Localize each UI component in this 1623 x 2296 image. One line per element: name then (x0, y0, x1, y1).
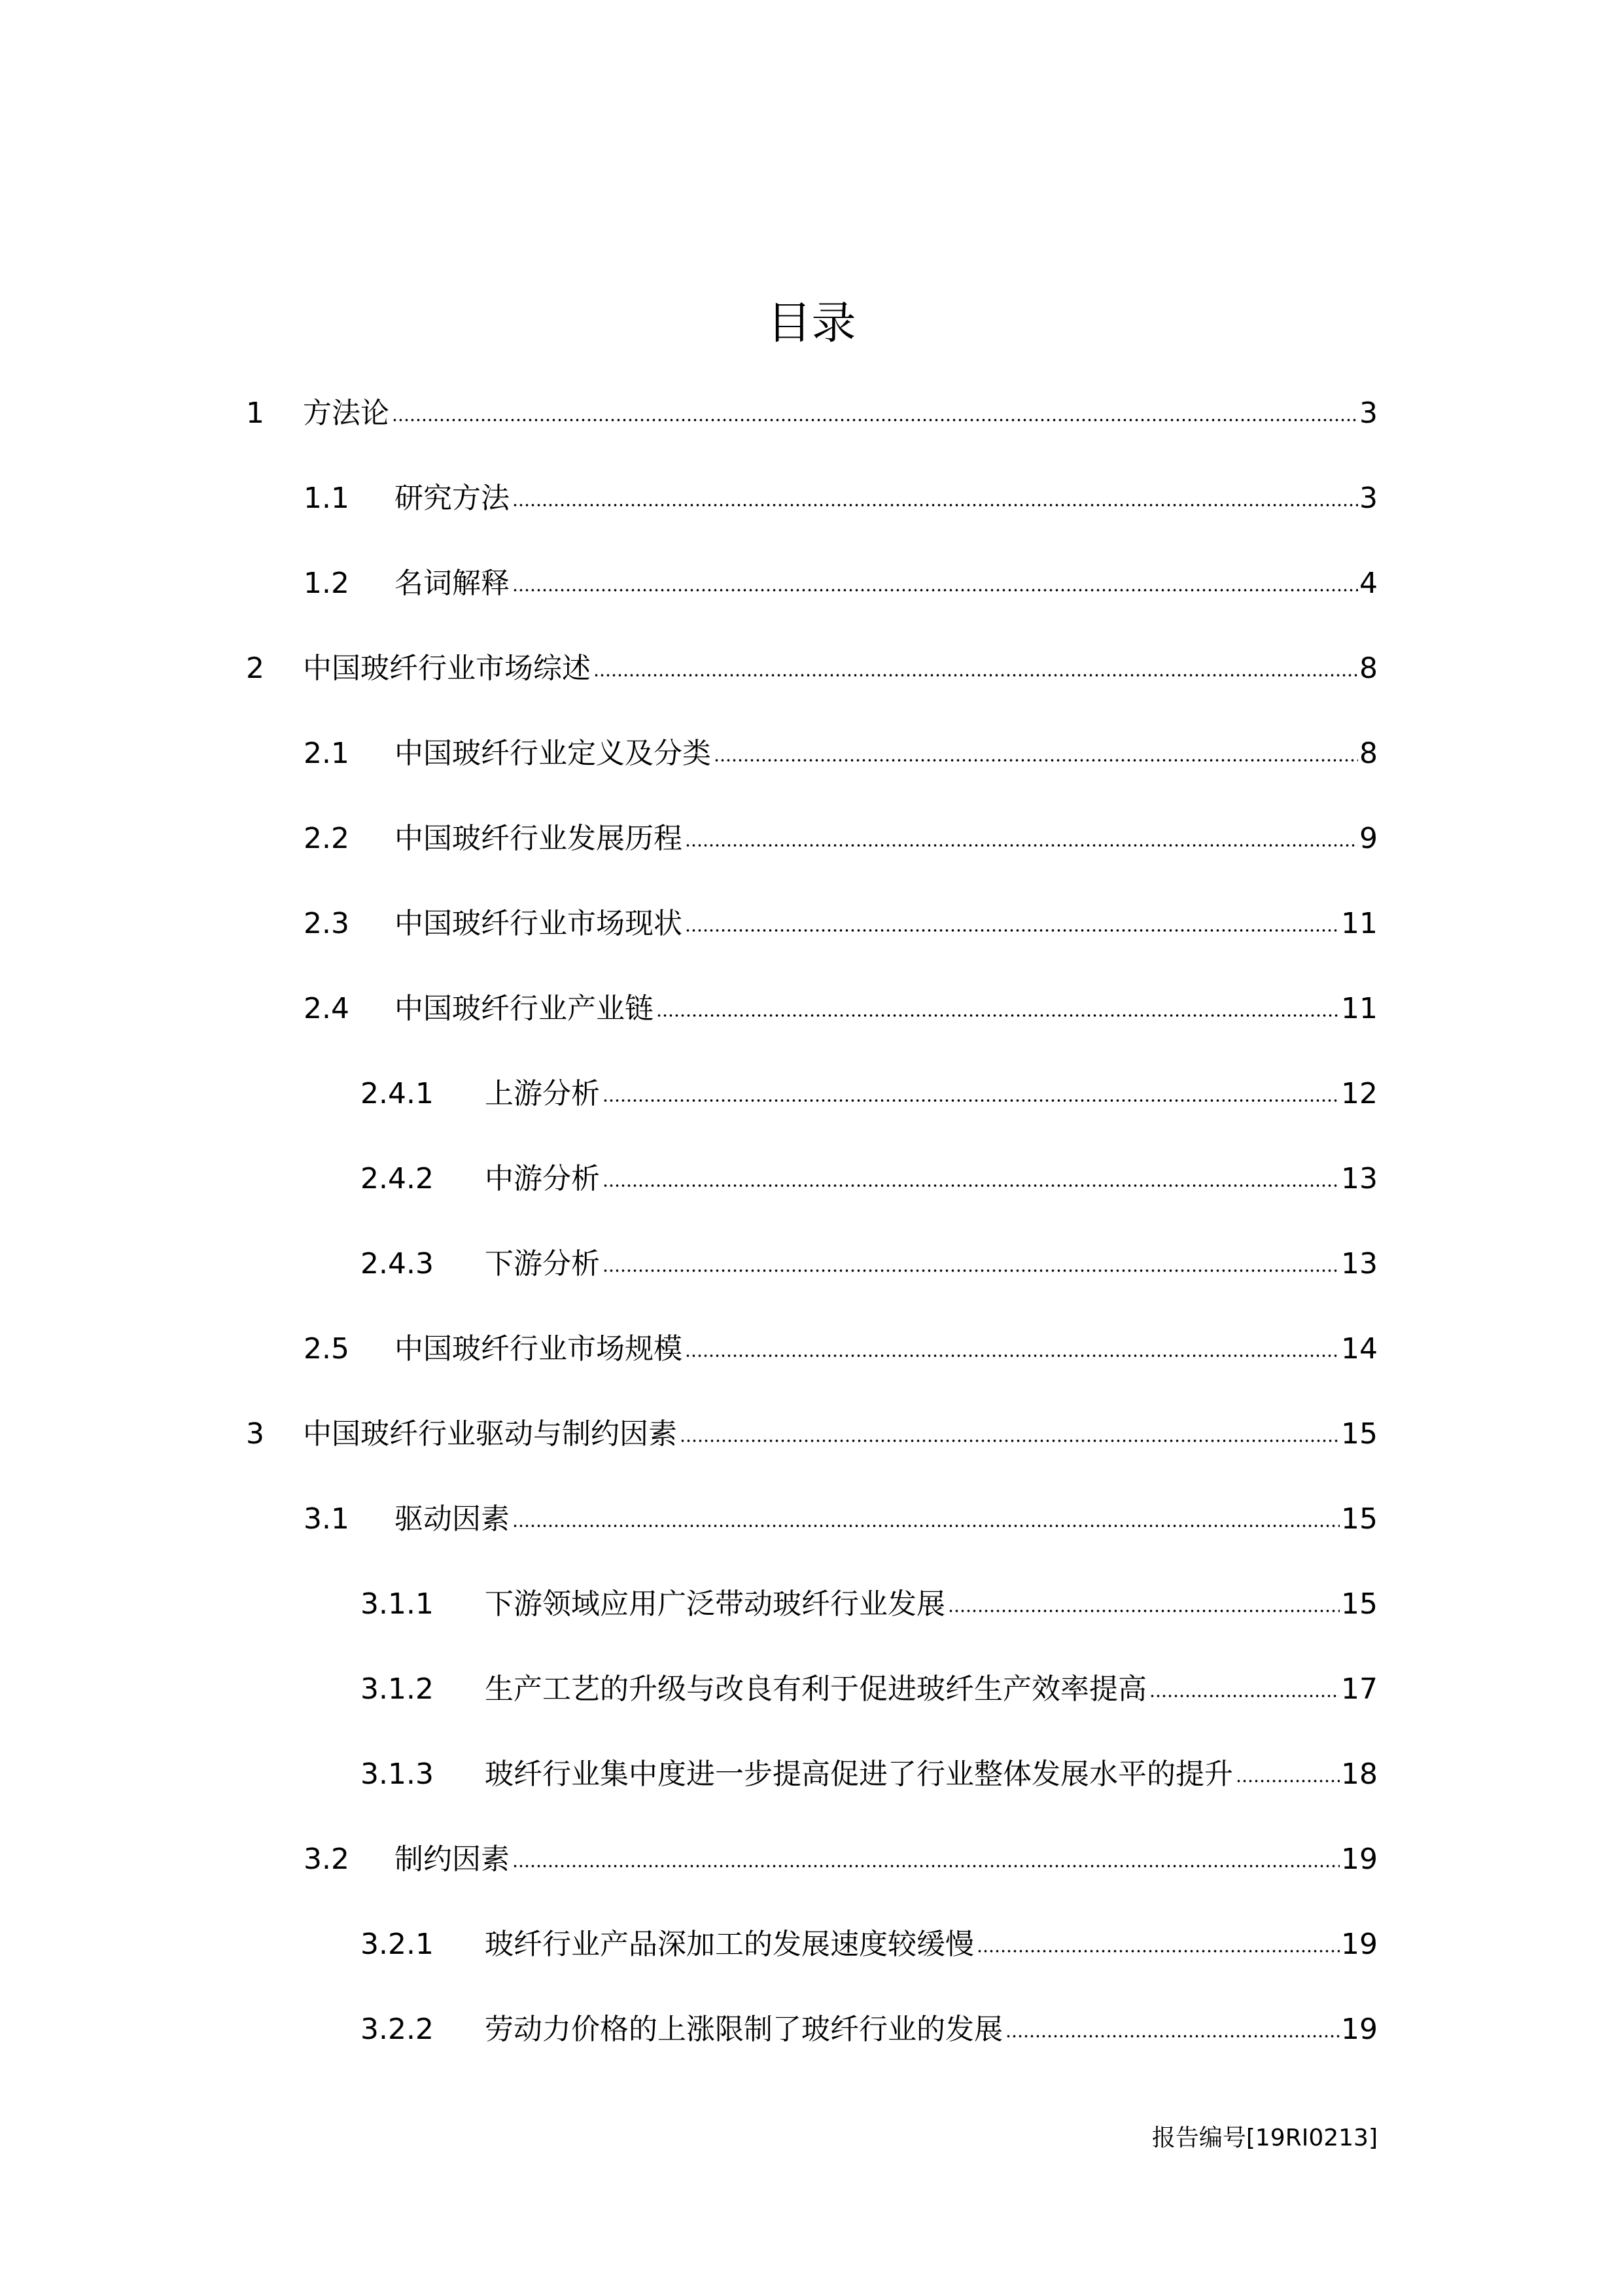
toc-entry[interactable] (304, 1832, 1378, 1878)
toc-dot-leader (512, 1862, 1340, 1870)
toc-entry[interactable] (304, 471, 1378, 517)
toc-entry-title: 劳动力价格的上涨限制了玻纤行业的发展 (485, 2013, 1003, 2046)
toc-entry[interactable] (360, 1152, 1378, 1197)
toc-dot-leader (512, 586, 1358, 594)
toc-entry-number: 2 (246, 652, 264, 685)
toc-dot-leader (685, 1352, 1340, 1360)
toc-dot-leader (602, 1097, 1340, 1104)
toc-entry-page: 3 (1359, 482, 1378, 515)
toc-entry-page: 19 (1341, 2013, 1378, 2046)
toc-entry-number: 2.5 (304, 1332, 349, 1366)
toc-entry-title: 玻纤行业产品深加工的发展速度较缓慢 (485, 1928, 974, 1961)
toc-entry-title: 中国玻纤行业发展历程 (394, 822, 682, 855)
toc-entry-page: 15 (1341, 1587, 1378, 1621)
report-number: 报告编号[19RI0213] (1151, 2125, 1378, 2151)
toc-entry-page: 11 (1341, 907, 1378, 940)
toc-entry-page: 14 (1341, 1332, 1378, 1366)
toc-entry-title: 研究方法 (394, 482, 510, 515)
toc-entry-title: 方法论 (303, 397, 389, 430)
toc-dot-leader (512, 1522, 1340, 1530)
toc-dot-leader (1005, 2032, 1340, 2040)
toc-dot-leader (1236, 1777, 1340, 1785)
toc-dot-leader (680, 1437, 1340, 1445)
toc-entry[interactable] (360, 1067, 1378, 1112)
toc-entry-number: 2.2 (304, 822, 349, 855)
toc-entry-title: 中游分析 (485, 1162, 600, 1195)
toc-entry-number: 1.2 (304, 567, 349, 600)
toc-entry-page: 9 (1359, 822, 1378, 855)
toc-dot-leader (512, 501, 1358, 509)
toc-dot-leader (593, 671, 1358, 679)
toc-entry[interactable] (304, 1492, 1378, 1538)
toc-entry-title: 制约因素 (394, 1843, 510, 1876)
toc-entry-number: 2.4.2 (360, 1162, 434, 1195)
toc-entry-number: 2.1 (304, 737, 349, 770)
toc-dot-leader (656, 1012, 1340, 1019)
toc-entry-number: 3.1 (304, 1502, 349, 1536)
toc-dot-leader (714, 756, 1358, 764)
toc-entry-page: 11 (1341, 992, 1378, 1025)
toc-entry-number: 2.4.1 (360, 1077, 434, 1110)
toc-entry-title: 上游分析 (485, 1077, 600, 1110)
toc-dot-leader (948, 1607, 1340, 1615)
toc-entry[interactable] (360, 2002, 1378, 2048)
toc-entry[interactable] (360, 1917, 1378, 1963)
toc-entry-title: 玻纤行业集中度进一步提高促进了行业整体发展水平的提升 (485, 1757, 1233, 1791)
toc-entry-number: 3.1.2 (360, 1672, 434, 1706)
toc-entry[interactable] (246, 386, 1378, 432)
toc-entry-title: 下游领域应用广泛带动玻纤行业发展 (485, 1587, 945, 1621)
toc-entry[interactable] (360, 1237, 1378, 1282)
toc-entry[interactable] (304, 1322, 1378, 1368)
toc-entry-title: 中国玻纤行业驱动与制约因素 (303, 1417, 677, 1451)
toc-dot-leader (392, 416, 1358, 424)
toc-entry-page: 19 (1341, 1928, 1378, 1961)
toc-entry-number: 3.1.1 (360, 1587, 434, 1621)
toc-entry-title: 中国玻纤行业产业链 (394, 992, 654, 1025)
toc-entry-page: 8 (1359, 737, 1378, 770)
toc-dot-leader (685, 927, 1340, 934)
toc-dot-leader (685, 841, 1358, 849)
toc-entry-title: 中国玻纤行业市场综述 (303, 652, 591, 685)
toc-entry-title: 中国玻纤行业市场现状 (394, 907, 682, 940)
toc-entry-title: 中国玻纤行业定义及分类 (394, 737, 711, 770)
toc-dot-leader (1149, 1692, 1340, 1700)
toc-entry[interactable] (246, 641, 1378, 687)
toc-entry-number: 2.4.3 (360, 1247, 434, 1280)
toc-entry-number: 2.3 (304, 907, 349, 940)
toc-entry-number: 3.1.3 (360, 1757, 434, 1791)
toc-entry-number: 1 (246, 397, 264, 430)
toc-entry-title: 驱动因素 (394, 1502, 510, 1536)
toc-entry-title: 生产工艺的升级与改良有利于促进玻纤生产效率提高 (485, 1672, 1147, 1706)
toc-entry-number: 3.2.1 (360, 1928, 434, 1961)
toc-entry-page: 3 (1359, 397, 1378, 430)
toc-entry-page: 15 (1341, 1417, 1378, 1451)
toc-dot-leader (602, 1182, 1340, 1190)
toc-entry-title: 下游分析 (485, 1247, 600, 1280)
toc-entry[interactable] (360, 1747, 1378, 1793)
page-title: 目录 (767, 298, 856, 349)
toc-entry-page: 18 (1341, 1757, 1378, 1791)
toc-entry[interactable] (246, 1407, 1378, 1453)
toc-dot-leader (602, 1267, 1340, 1275)
toc-entry-page: 17 (1341, 1672, 1378, 1706)
toc-entry-page: 15 (1341, 1502, 1378, 1536)
toc-entry-page: 19 (1341, 1843, 1378, 1876)
toc-entry[interactable] (360, 1577, 1378, 1623)
toc-entry[interactable] (304, 726, 1378, 772)
toc-entry[interactable] (360, 1662, 1378, 1708)
toc-entry-page: 12 (1341, 1077, 1378, 1110)
toc-entry-page: 4 (1359, 567, 1378, 600)
toc-entry-number: 3.2 (304, 1843, 349, 1876)
toc-entry-page: 13 (1341, 1162, 1378, 1195)
toc-entry-number: 3 (246, 1417, 264, 1451)
toc-entry-page: 8 (1359, 652, 1378, 685)
toc-entry[interactable] (304, 811, 1378, 857)
toc-entry-number: 1.1 (304, 482, 349, 515)
toc-entry-number: 3.2.2 (360, 2013, 434, 2046)
toc-dot-leader (977, 1947, 1340, 1955)
toc-entry[interactable] (304, 981, 1378, 1027)
toc-entry-number: 2.4 (304, 992, 349, 1025)
toc-entry[interactable] (304, 556, 1378, 602)
toc-entry-title: 中国玻纤行业市场规模 (394, 1332, 682, 1366)
toc-entry[interactable] (304, 896, 1378, 942)
toc-entry-title: 名词解释 (394, 567, 510, 600)
toc-entry-page: 13 (1341, 1247, 1378, 1280)
